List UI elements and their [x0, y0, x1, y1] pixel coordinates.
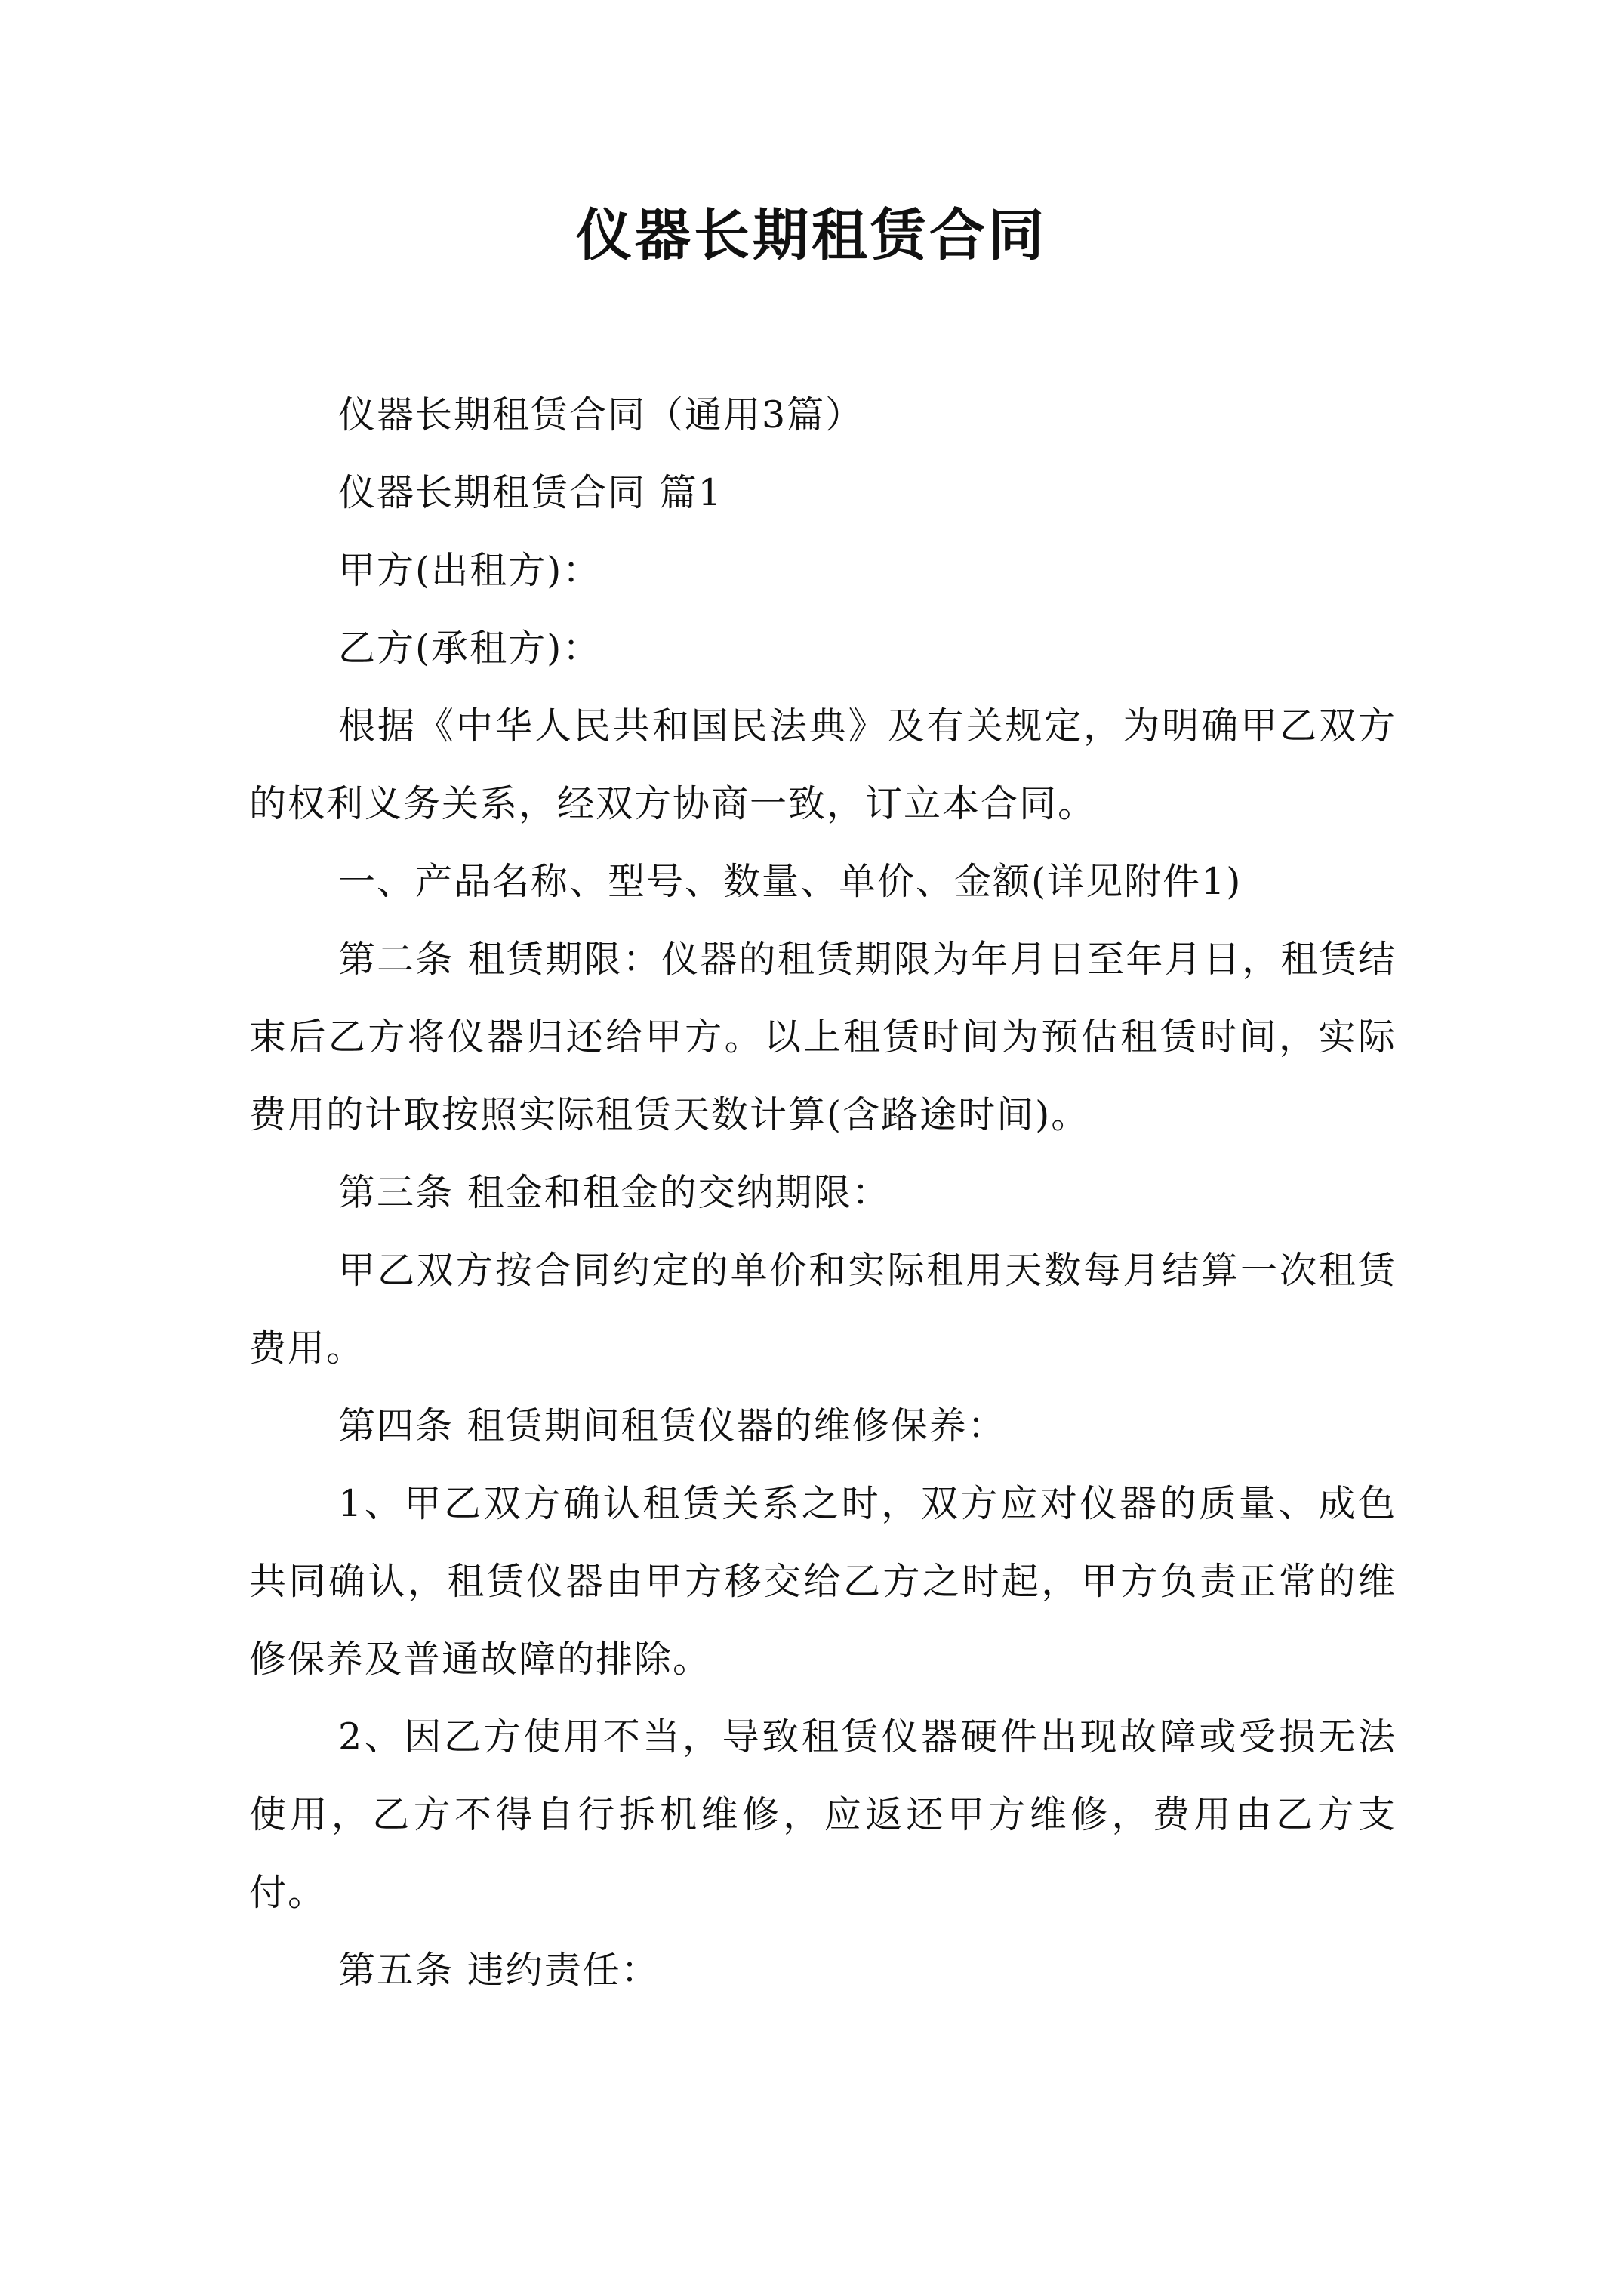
document-title: 仪器长期租赁合同	[576, 203, 1047, 268]
document-body	[249, 376, 1397, 2009]
paragraph-article-4-item-2: 2、因乙方使用不当，导致租赁仪器硬件出现故障或受损无法使用，乙方不得自行拆机维修，应返还甲方维修，费用由乙方支付。	[249, 1715, 1397, 1914]
paragraph-party-a: 甲方(出租方)：	[338, 549, 602, 592]
paragraph-subtitle: 仪器长期租赁合同（通用3篇）	[338, 393, 864, 436]
paragraph-article-3-heading: 第三条 租金和租金的交纳期限：	[338, 1171, 891, 1214]
paragraph-party-b: 乙方(承租方)：	[338, 627, 602, 670]
paragraph-article-1: 一、产品名称、型号、数量、单价、金额(详见附件1)	[338, 860, 1243, 903]
paragraph-article-4-heading: 第四条 租赁期间租赁仪器的维修保养：	[338, 1404, 1006, 1447]
paragraph-section-heading: 仪器长期租赁合同 篇1	[338, 471, 723, 514]
paragraph-article-4-item-1: 1、甲乙双方确认租赁关系之时，双方应对仪器的质量、成色共同确认，租赁仪器由甲方移交给乙方之时起，甲方负责正常的维修保养及普通故障的排除。	[249, 1482, 1397, 1681]
paragraph-preamble: 根据《中华人民共和国民法典》及有关规定，为明确甲乙双方的权利义务关系，经双方协商一致，订立本合同。	[249, 704, 1397, 825]
paragraph-article-3-body: 甲乙双方按合同约定的单价和实际租用天数每月结算一次租赁费用。	[249, 1249, 1397, 1370]
paragraph-article-5-heading: 第五条 违约责任：	[338, 1949, 660, 1992]
paragraph-article-2: 第二条 租赁期限：仪器的租赁期限为年月日至年月日，租赁结束后乙方将仪器归还给甲方。以上租赁时间为预估租赁时间，实际费用的计取按照实际租赁天数计算(含路途时间)。	[249, 938, 1397, 1136]
